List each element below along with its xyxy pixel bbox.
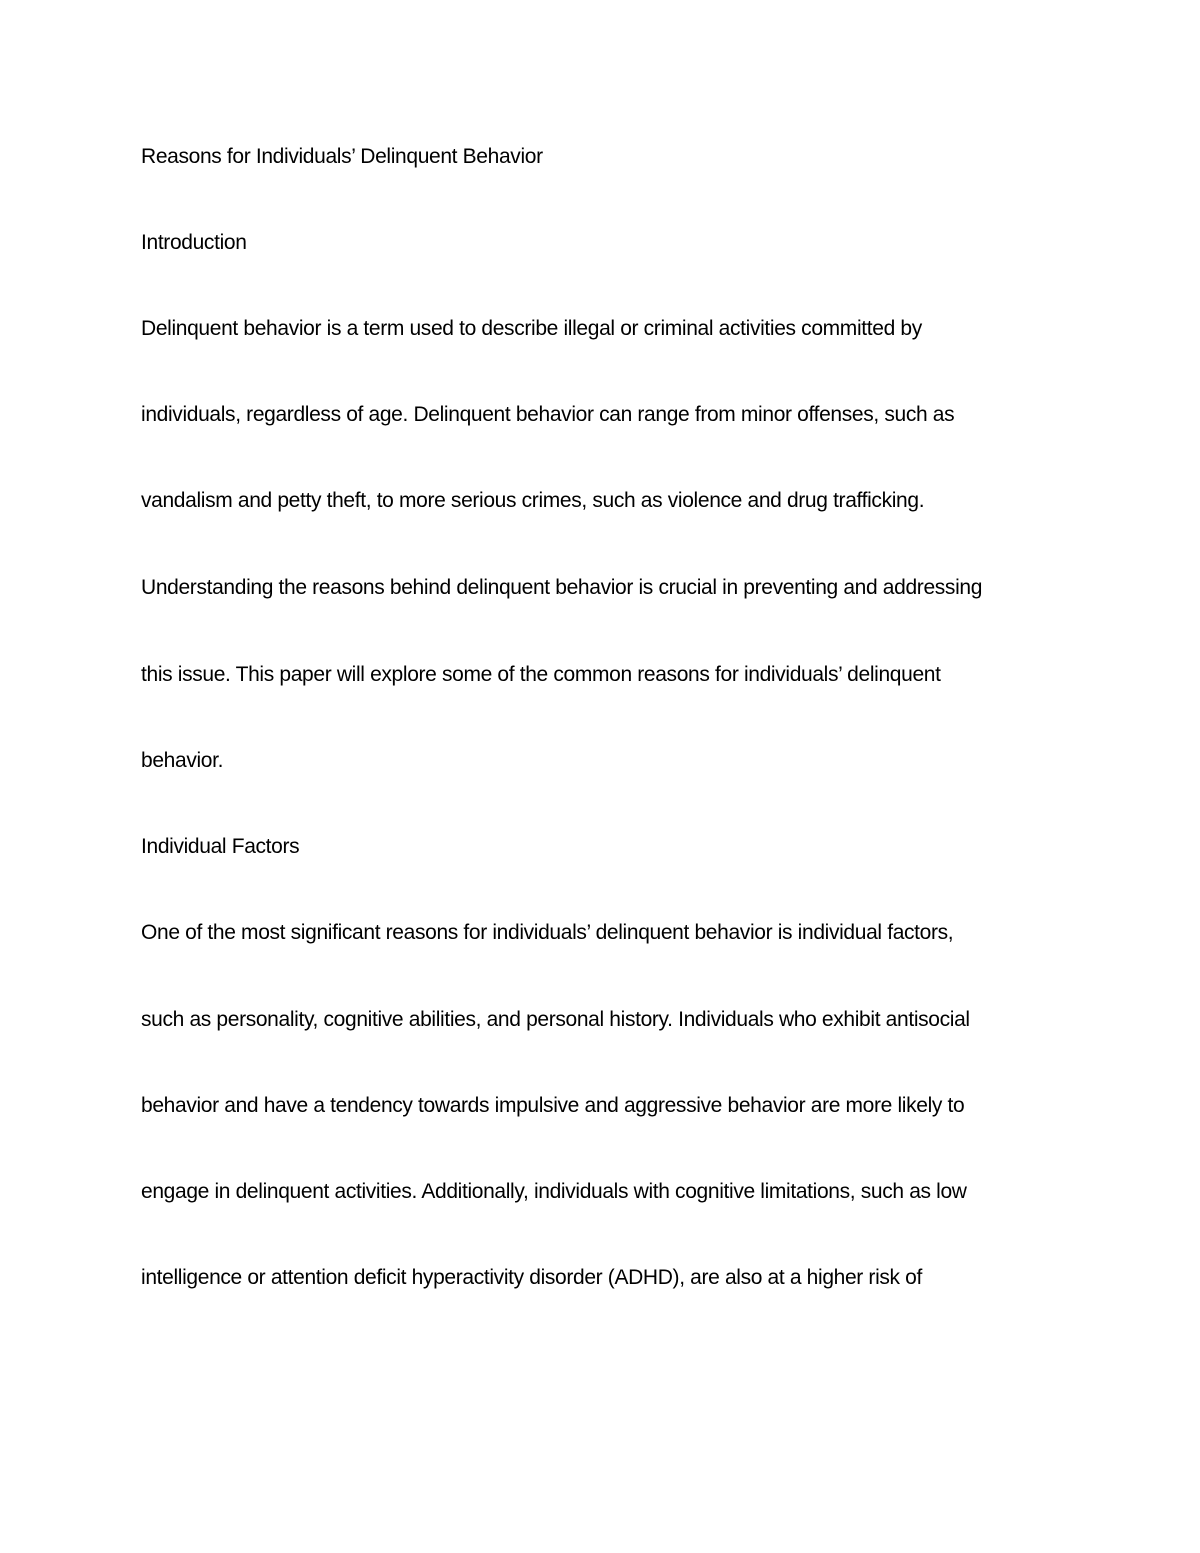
paragraph-line: this issue. This paper will explore some of the common reasons for individuals’ delinquent [141,663,941,686]
paragraph-line: individuals, regardless of age. Delinquent behavior can range from minor offenses, such as [141,403,955,426]
paragraph-line: One of the most significant reasons for individuals’ delinquent behavior is individual factors, [141,921,954,944]
paragraph-line: such as personality, cognitive abilities, and personal history. Individuals who exhibit antisocial [141,1008,970,1031]
section-heading-individual-factors: Individual Factors [141,835,300,858]
paragraph-line: vandalism and petty theft, to more serious crimes, such as violence and drug trafficking. [141,489,925,512]
paragraph-line: Understanding the reasons behind delinquent behavior is crucial in preventing and addressing [141,576,983,599]
paragraph-line: engage in delinquent activities. Additionally, individuals with cognitive limitations, such as low [141,1180,967,1203]
paragraph-line: intelligence or attention deficit hyperactivity disorder (ADHD), are also at a higher risk of [141,1266,922,1289]
paragraph-line: behavior and have a tendency towards impulsive and aggressive behavior are more likely to [141,1094,965,1117]
document-title: Reasons for Individuals’ Delinquent Behavior [141,145,543,168]
paragraph-line: behavior. [141,749,224,772]
section-heading-introduction: Introduction [141,231,247,254]
paragraph-line: Delinquent behavior is a term used to describe illegal or criminal activities committed by [141,317,922,340]
